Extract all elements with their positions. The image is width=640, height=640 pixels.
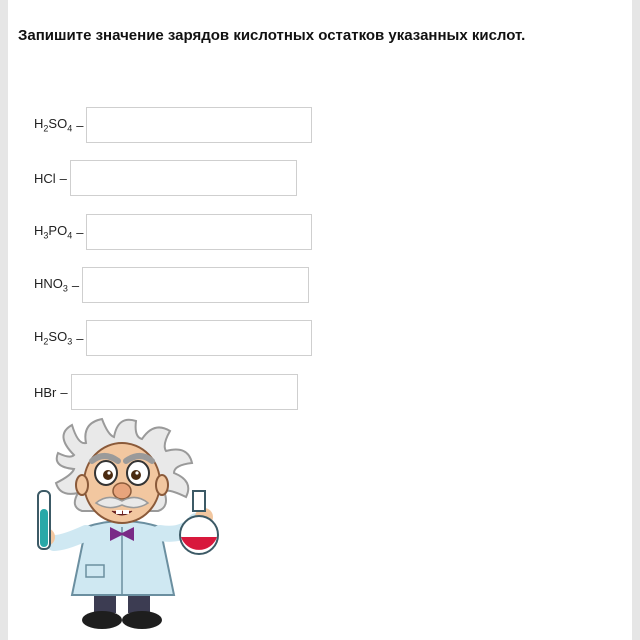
formula-text: H [34,329,44,345]
formula-dash: – [59,170,67,186]
acid-row-h2so4 [34,107,312,143]
acid-row-h2so3 [34,320,312,356]
acid-formula-hno3 [34,276,68,294]
answer-input-hno3[interactable] [82,267,309,303]
answer-input-hbr[interactable] [71,374,298,410]
acid-formula-h2so3 [34,329,72,347]
formula-text: HBr [34,384,57,400]
acid-row-h3po4 [34,214,312,250]
formula-subscript: 3 [62,283,68,294]
formula-dash: – [76,117,84,133]
acid-formula-hcl [34,171,56,186]
formula-text: PO [48,223,68,239]
answer-input-h2so4[interactable] [86,107,312,143]
acid-row-hcl [34,160,297,196]
formula-text: H [34,116,44,132]
formula-text: SO [48,329,68,345]
answer-input-h2so3[interactable] [86,320,312,356]
acid-formula-h2so4 [34,116,72,134]
formula-text: HNO [34,276,63,292]
answer-input-h3po4[interactable] [86,214,312,250]
formula-dash: – [76,330,84,346]
formula-subscript: 3 [43,230,49,241]
formula-subscript: 4 [67,123,73,134]
acid-row-hno3 [34,267,309,303]
task-title: Запишите значение зарядов кислотных остатков указанных кислот. [18,27,526,44]
acid-formula-hbr [34,385,56,400]
acid-row-hbr [34,374,298,410]
formula-text: SO [48,116,68,132]
scientist-with-flasks-icon [24,415,224,637]
formula-subscript: 2 [43,336,49,347]
answer-input-hcl[interactable] [70,160,297,196]
formula-text: H [34,223,44,239]
formula-subscript: 3 [67,336,73,347]
formula-subscript: 2 [43,123,49,134]
worksheet-card [8,0,632,640]
formula-dash: – [71,277,80,293]
formula-subscript: 4 [67,230,73,241]
acid-formula-h3po4 [34,223,72,241]
formula-dash: – [60,384,68,400]
formula-text: HCl [34,170,56,186]
formula-dash: – [76,224,84,240]
